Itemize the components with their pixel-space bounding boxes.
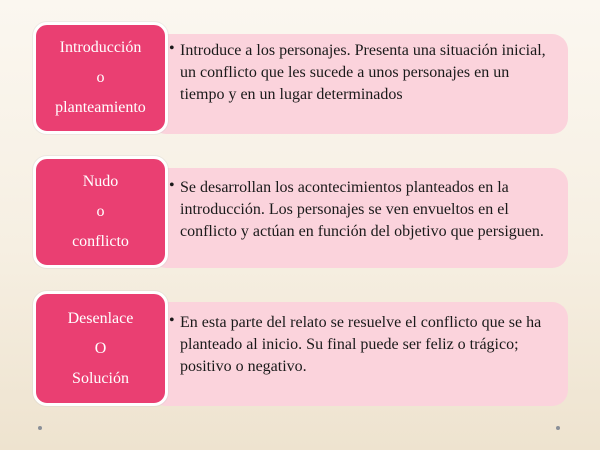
description-box-desenlace — [150, 302, 568, 406]
label-line: Desenlace — [67, 309, 134, 327]
description-box-nudo — [150, 168, 568, 268]
label-line: conflicto — [72, 233, 129, 250]
label-box-desenlace — [33, 291, 168, 406]
label-line: O — [94, 339, 107, 357]
description-text-nudo: Se desarrollan los acontecimientos planteados en la introducción. Los personajes se ven envueltos en el conflicto y actúan en función del objetivo que persiguen. — [180, 179, 544, 240]
label-line: Introducción — [59, 39, 142, 56]
bullet-marker: • — [169, 312, 175, 329]
slide-dot-left — [38, 426, 42, 430]
bullet-marker: • — [169, 177, 175, 194]
label-line: planteamiento — [55, 99, 146, 116]
label-line: Solución — [72, 369, 129, 387]
label-line: Nudo — [82, 173, 119, 190]
description-text-desenlace: En esta parte del relato se resuelve el conflicto que se ha planteado al inicio. Su final puede ser feliz o trágico; positivo o negativo. — [180, 314, 542, 375]
label-line: o — [96, 69, 105, 86]
description-box-introduccion — [150, 34, 568, 134]
slide-dot-right — [556, 426, 560, 430]
label-line: o — [96, 203, 105, 220]
bullet-marker: • — [169, 40, 175, 57]
label-box-nudo — [33, 156, 168, 268]
label-box-introduccion — [33, 22, 168, 134]
description-text-introduccion: Introduce a los personajes. Presenta una situación inicial, un conflicto que les sucede a unos personajes en un tiempo y en un lugar determinados — [180, 42, 546, 103]
